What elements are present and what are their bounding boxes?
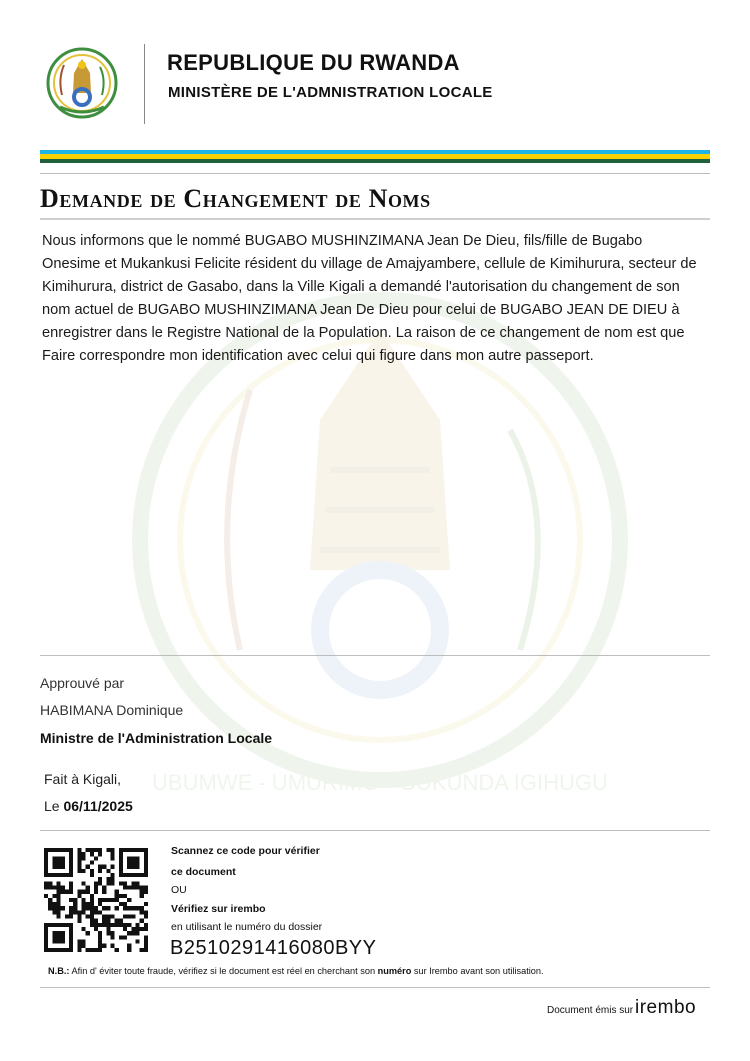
date-prefix: Le	[44, 798, 60, 814]
divider	[40, 173, 710, 174]
document-body: Nous informons que le nommé BUGABO MUSHINZIMANA Jean De Dieu, fils/fille de Bugabo Onesime et Mukankusi Felicite résident du village de Amajyambere, cellule de Kimihurura, secteur de Kimihurura, district de Gasabo, dans la Ville Kigali a demandé l'autorisation du changement de son nom actuel de BUGABO MUSHINZIMANA Jean De Dieu pour celui de BUGABO JEAN DE DIEU à enregistrer dans le Registre National de la Population. La raison de ce changement de nom est que Faire correspondre mon identification avec celui qui figure dans mon autre passeport.	[42, 233, 697, 364]
issued-by-label: Document émis sur	[547, 1005, 634, 1016]
flag-stripe	[40, 150, 710, 163]
rwanda-coat-of-arms-icon	[46, 45, 118, 121]
or-label: OU	[171, 884, 187, 896]
dossier-label: en utilisant le numéro du dossier	[171, 921, 323, 933]
nb-label: N.B.:	[48, 966, 70, 976]
date-value: 06/11/2025	[63, 798, 133, 814]
divider	[40, 987, 710, 988]
irembo-logo[interactable]: irembo	[635, 997, 697, 1018]
republic-title: REPUBLIQUE DU RWANDA	[167, 50, 460, 75]
approver-name: HABIMANA Dominique	[40, 702, 184, 718]
issue-date	[44, 798, 133, 814]
nb-text: Afin d' éviter toute fraude, vérifiez si le document est réel en cherchant son	[69, 966, 378, 976]
title-underline	[40, 218, 710, 220]
nb-text-end: sur Irembo avant son utilisation.	[411, 966, 544, 976]
document-title: Demande de Changement de Noms	[40, 184, 431, 213]
scan-instruction-cont: ce document	[171, 866, 236, 878]
dossier-number: B2510291416080BYY	[170, 937, 377, 959]
divider	[40, 830, 710, 831]
approver-role: Ministre de l'Administration Locale	[40, 730, 273, 746]
ministry-name: MINISTÈRE DE L'ADMNISTRATION LOCALE	[168, 84, 493, 101]
nb-bold: numéro	[377, 966, 412, 976]
divider	[40, 655, 710, 656]
qr-code-icon[interactable]	[44, 848, 148, 952]
header-divider	[144, 44, 145, 124]
verify-on-irembo-label: Vérifiez sur irembo	[171, 903, 266, 915]
approved-by-label: Approuvé par	[40, 675, 125, 691]
scan-instruction: Scannez ce code pour vérifier	[171, 845, 320, 857]
watermark-motto: UBUMWE - UMURIMO - GUKUNDA IGIHUGU	[152, 770, 608, 795]
flag-stripe-green	[40, 159, 710, 163]
place-of-issue: Fait à Kigali,	[44, 771, 122, 787]
fraud-notice	[48, 966, 544, 976]
